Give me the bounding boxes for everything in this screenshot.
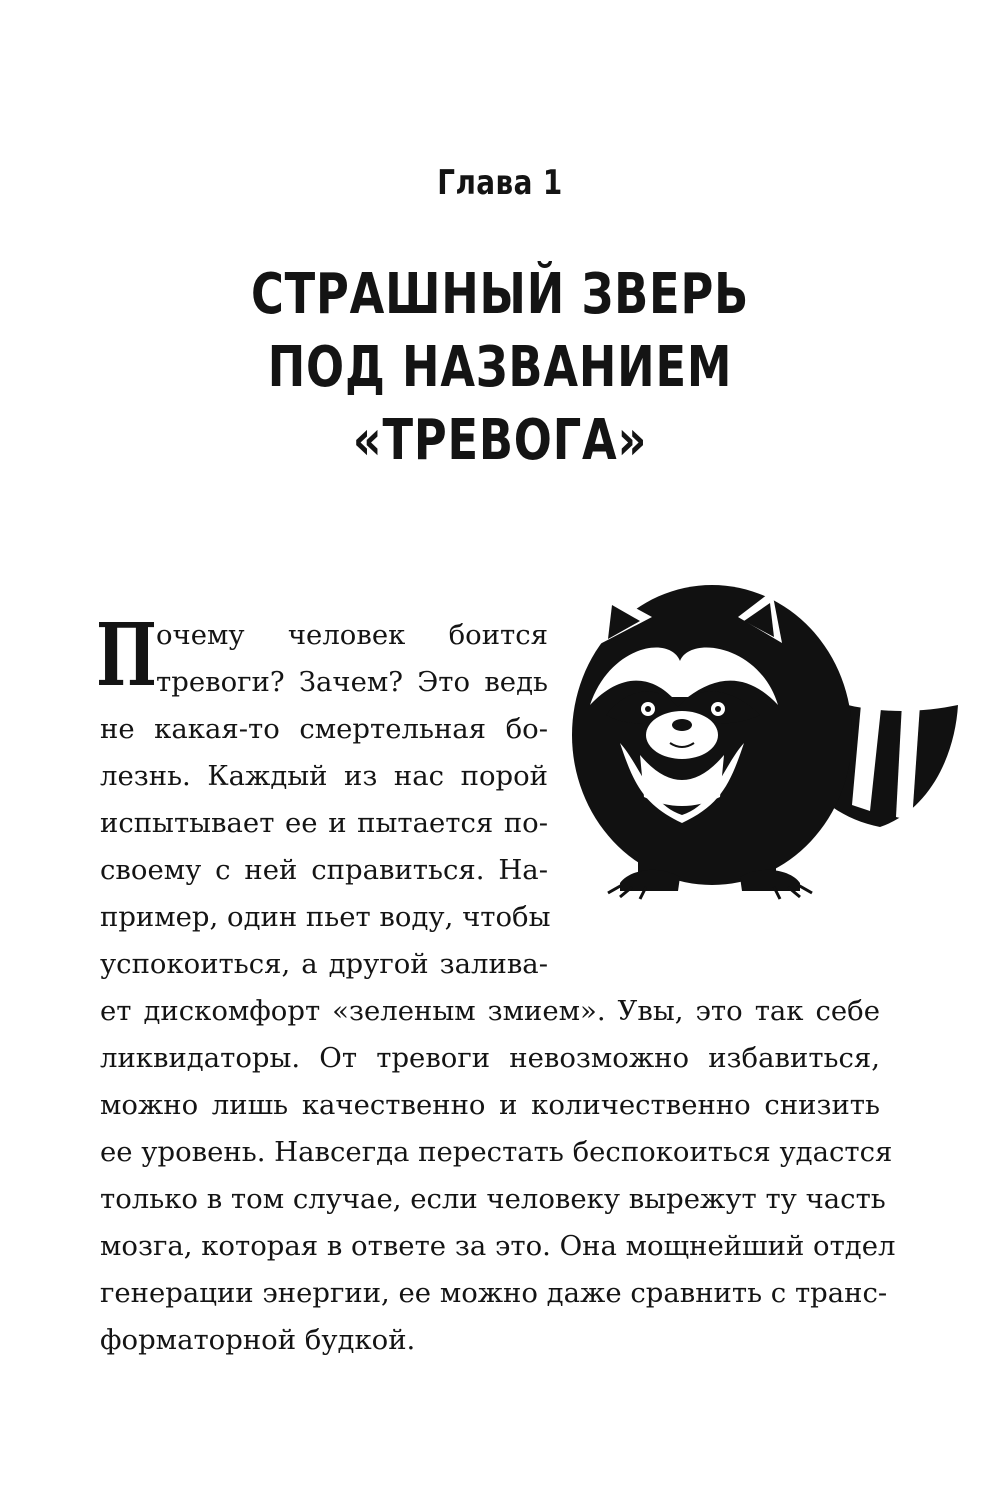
text-line: успокоиться, а другой залива- [100,948,548,980]
text-line: ет дискомфорт «зеленым змием». Увы, это так себе [100,995,880,1027]
text-line: только в том случае, если человеку вырежут ту часть [100,1183,886,1215]
text-line: испытывает ее и пытается по- [100,807,548,839]
chapter-title-line: «ТРЕВОГА» [352,408,648,473]
text-line: ее уровень. Навсегда перестать беспокоиться удастся [100,1136,893,1168]
text-line: тревоги? Зачем? Это ведь [156,666,548,698]
chapter-label: Глава 1 [437,163,563,203]
text-line: не какая-то смертельная бо- [100,713,548,745]
text-line: своему с ней справиться. На- [100,854,548,886]
text-line: форматорной будкой. [100,1324,416,1356]
text-line: можно лишь качественно и количественно снизить [100,1089,880,1121]
text-line: мозга, которая в ответе за это. Она мощнейший отдел [100,1230,896,1262]
text-line: ликвидаторы. От тревоги невозможно избавиться, [100,1042,880,1074]
text-line: очему человек боится [156,619,548,651]
chapter-title [0,258,1000,477]
body-text [100,612,896,1364]
chapter-title-line: ПОД НАЗВАНИЕМ [267,335,733,400]
text-line: лезнь. Каждый из нас порой [100,760,548,792]
drop-cap: П [96,605,157,706]
chapter-title-line: СТРАШНЫЙ ЗВЕРЬ [250,262,750,327]
text-line: пример, один пьет воду, чтобы [100,901,551,933]
text-line: генерации энергии, ее можно даже сравнить с транс- [100,1277,888,1309]
